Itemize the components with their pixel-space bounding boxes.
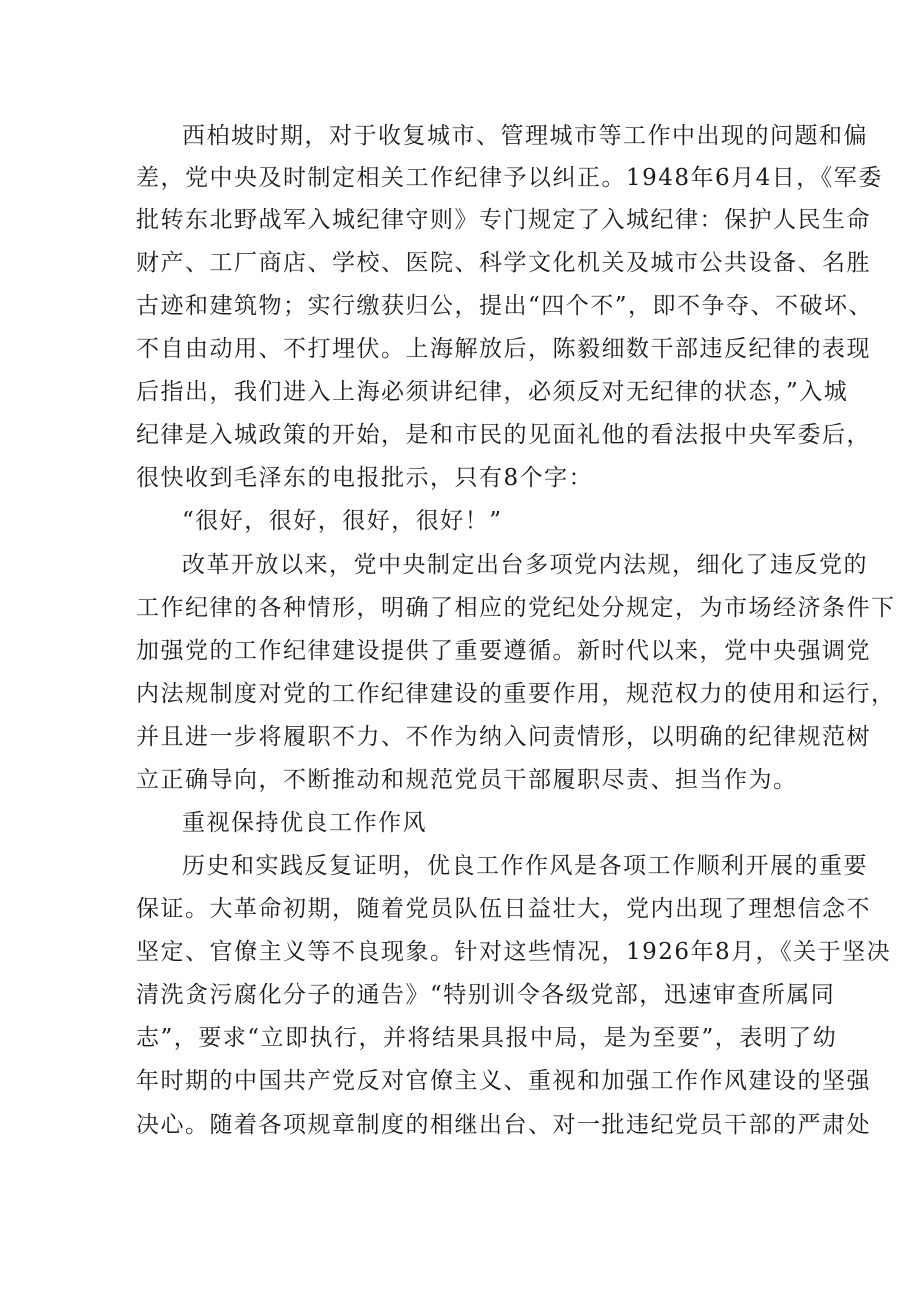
text-line: 纪律是入城政策的开始，是和市民的见面礼他的看法报中央军委后， [136, 422, 871, 448]
section-heading: 重视保持优良工作作风 [182, 810, 427, 836]
text-line: 决心。随着各项规章制度的相继出台、对一批违纪党员干部的严肃处 [136, 1112, 871, 1138]
text-line: 历史和实践反复证明，优良工作作风是各项工作顺利开展的重要 [182, 853, 868, 879]
text-line: 财产、工厂商店、学校、医院、科学文化机关及城市公共设备、名胜 [136, 250, 871, 276]
text-line: 立正确导向，不断推动和规范党员干部履职尽责、担当作为。 [136, 767, 798, 793]
text-line: 后指出，我们进入上海必须讲纪律，必须反对无纪律的状态，”入城 [136, 379, 849, 405]
text-line: 内法规制度对党的工作纪律建设的重要作用，规范权力的使用和运行， [136, 681, 896, 707]
text-line: 古迹和建筑物；实行缴获归公，提出“四个不”，即不争夺、不破坏、 [136, 293, 874, 319]
text-line: 批转东北野战军入城纪律守则》专门规定了入城纪律：保护人民生命 [136, 207, 871, 233]
text-line: 志”，要求“立即执行，并将结果具报中局，是为至要”，表明了幼 [136, 1025, 838, 1051]
text-line: 保证。大革命初期，随着党员队伍日益壮大，党内出现了理想信念不 [136, 896, 871, 922]
text-line: 改革开放以来，党中央制定出台多项党内法规，细化了违反党的 [182, 552, 868, 578]
quote-line: “很好，很好，很好，很好！” [182, 508, 503, 534]
text-line: 很快收到毛泽东的电报批示，只有8个字： [136, 465, 594, 491]
text-line: 清洗贪污腐化分子的通告》“特别训令各级党部，迅速审查所属同 [136, 982, 836, 1008]
text-line: 工作纪律的各种情形，明确了相应的党纪处分规定，为市场经济条件下 [136, 595, 896, 621]
text-line: 差，党中央及时制定相关工作纪律予以纠正。1948年6月4日，《军委 [136, 165, 883, 191]
text-line: 坚定、官僚主义等不良现象。针对这些情况，1926年8月，《关于坚决 [136, 939, 892, 965]
text-line: 不自由动用、不打埋伏。上海解放后，陈毅细数干部违反纪律的表现 [136, 336, 871, 362]
text-line: 加强党的工作纪律建设提供了重要遵循。新时代以来，党中央强调党 [136, 638, 871, 664]
text-line: 年时期的中国共产党反对官僚主义、重视和加强工作作风建设的坚强 [136, 1068, 871, 1094]
text-line: 西柏坡时期，对于收复城市、管理城市等工作中出现的问题和偏 [182, 123, 868, 149]
text-line: 并且进一步将履职不力、不作为纳入问责情形，以明确的纪律规范树 [136, 724, 871, 750]
